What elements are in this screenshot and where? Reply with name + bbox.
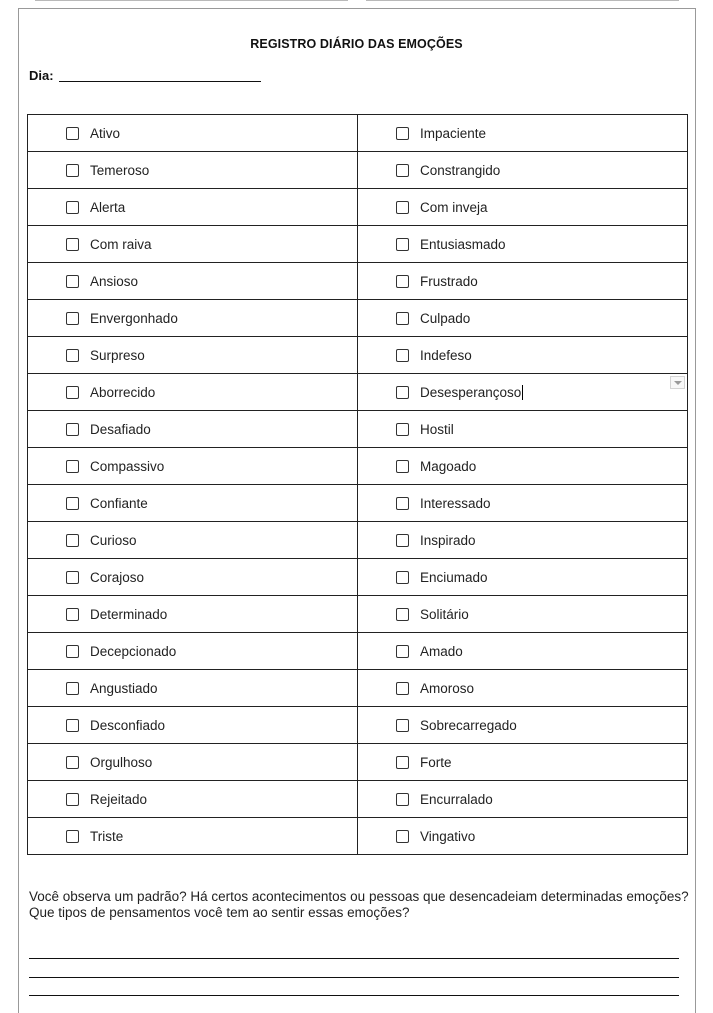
emotion-cell: [358, 818, 688, 855]
emotion-label: Ansioso: [90, 273, 139, 289]
emotion-checkbox[interactable]: [396, 238, 409, 251]
emotion-cell: [28, 189, 358, 226]
emotion-label: Desafiado: [90, 421, 151, 437]
dropdown-arrow-icon[interactable]: [670, 376, 685, 389]
emotion-option[interactable]: [358, 633, 687, 669]
emotion-cell: [28, 226, 358, 263]
emotion-checkbox[interactable]: [396, 645, 409, 658]
emotion-checkbox[interactable]: [396, 386, 409, 399]
emotion-label: Curioso: [90, 532, 137, 548]
emotion-label: Encurralado: [420, 791, 493, 807]
emotion-checkbox[interactable]: [66, 756, 79, 769]
emotion-cell: [358, 337, 688, 374]
emotion-option[interactable]: [358, 596, 687, 632]
emotion-option[interactable]: [28, 707, 357, 743]
emotion-checkbox[interactable]: [66, 349, 79, 362]
emotion-checkbox[interactable]: [396, 460, 409, 473]
emotion-option[interactable]: [28, 300, 357, 336]
question-line-2: Que tipos de pensamentos você tem ao sentir essas emoções?: [29, 905, 410, 920]
emotion-cell: [358, 670, 688, 707]
table-row: [28, 226, 688, 263]
emotion-option[interactable]: [28, 522, 357, 558]
emotion-cell: [358, 633, 688, 670]
table-row: [28, 559, 688, 596]
emotion-label: Aborrecido: [90, 384, 156, 400]
table-row: [28, 744, 688, 781]
emotion-label: Confiante: [90, 495, 148, 511]
emotion-label: Surpreso: [90, 347, 145, 363]
emotion-label: Enciumado: [420, 569, 488, 585]
emotion-cell: [358, 226, 688, 263]
emotion-cell: [358, 448, 688, 485]
emotion-label: Temeroso: [90, 162, 150, 178]
emotion-label: Hostil: [420, 421, 454, 437]
emotion-cell: [28, 522, 358, 559]
table-row: [28, 818, 688, 855]
table-row: [28, 374, 688, 411]
table-row: [28, 152, 688, 189]
emotion-checkbox[interactable]: [66, 127, 79, 140]
table-row: [28, 263, 688, 300]
emotion-option[interactable]: [28, 781, 357, 817]
emotion-cell: [358, 263, 688, 300]
emotion-label: Magoado: [420, 458, 477, 474]
emotion-label: Sobrecarregado: [420, 717, 517, 733]
emotion-option[interactable]: [358, 559, 687, 595]
emotion-option[interactable]: [358, 818, 687, 854]
emotion-label: Desconfiado: [90, 717, 166, 733]
emotion-label: Inspirado: [420, 532, 476, 548]
emotions-table: [27, 114, 688, 855]
table-row: [28, 337, 688, 374]
emotion-label: Orgulhoso: [90, 754, 153, 770]
emotion-option[interactable]: [28, 633, 357, 669]
emotion-option[interactable]: [358, 226, 687, 262]
emotion-option[interactable]: [28, 115, 357, 151]
date-label: Dia:: [29, 68, 54, 83]
emotion-cell: [358, 189, 688, 226]
emotion-checkbox[interactable]: [66, 645, 79, 658]
emotion-cell: [28, 744, 358, 781]
emotion-cell: [28, 448, 358, 485]
emotion-cell: [28, 670, 358, 707]
emotion-checkbox[interactable]: [66, 386, 79, 399]
emotion-option[interactable]: [358, 522, 687, 558]
emotion-label: Com inveja: [420, 199, 488, 215]
table-row: [28, 115, 688, 152]
emotion-cell: [28, 263, 358, 300]
emotion-checkbox[interactable]: [396, 312, 409, 325]
emotion-cell: [28, 559, 358, 596]
table-row: [28, 707, 688, 744]
emotion-label: Determinado: [90, 606, 168, 622]
emotion-cell: [358, 781, 688, 818]
emotion-checkbox[interactable]: [66, 534, 79, 547]
emotion-checkbox[interactable]: [66, 423, 79, 436]
emotion-checkbox[interactable]: [66, 312, 79, 325]
table-row: [28, 596, 688, 633]
answer-line[interactable]: [29, 958, 679, 959]
page-title: REGISTRO DIÁRIO DAS EMOÇÕES: [250, 37, 463, 51]
emotion-label: Ativo: [90, 125, 121, 141]
emotion-checkbox[interactable]: [396, 682, 409, 695]
emotion-label: Compassivo: [90, 458, 165, 474]
emotion-cell: [28, 707, 358, 744]
answer-line[interactable]: [29, 977, 679, 978]
emotion-option[interactable]: [358, 744, 687, 780]
emotion-checkbox[interactable]: [396, 275, 409, 288]
emotion-checkbox[interactable]: [396, 793, 409, 806]
table-row: [28, 522, 688, 559]
emotion-cell: [28, 633, 358, 670]
table-row: [28, 670, 688, 707]
emotion-option[interactable]: [28, 818, 357, 854]
emotion-option[interactable]: [28, 337, 357, 373]
emotion-cell: [358, 115, 688, 152]
answer-line[interactable]: [29, 995, 679, 996]
emotion-cell: [28, 781, 358, 818]
emotion-option[interactable]: [358, 300, 687, 336]
emotion-label: Vingativo: [420, 828, 476, 844]
emotion-option[interactable]: [28, 189, 357, 225]
date-field: [29, 68, 261, 83]
emotion-option[interactable]: [28, 263, 357, 299]
emotion-checkbox[interactable]: [396, 164, 409, 177]
question-line-1: Você observa um padrão? Há certos acontecimentos ou pessoas que desencadeiam determinadas emoções?: [29, 889, 689, 904]
emotion-option[interactable]: [358, 374, 687, 410]
emotion-option[interactable]: [358, 115, 687, 151]
table-row: [28, 300, 688, 337]
emotion-cell: [358, 485, 688, 522]
emotion-checkbox[interactable]: [396, 534, 409, 547]
emotion-cell: [358, 522, 688, 559]
emotion-checkbox[interactable]: [396, 423, 409, 436]
emotion-checkbox[interactable]: [66, 275, 79, 288]
emotion-label: Triste: [90, 828, 124, 844]
emotion-option[interactable]: [358, 189, 687, 225]
table-row: [28, 189, 688, 226]
emotion-label: Culpado: [420, 310, 471, 326]
emotion-option[interactable]: [358, 448, 687, 484]
emotion-cell: [28, 374, 358, 411]
emotion-option[interactable]: [358, 337, 687, 373]
emotion-label: Interessado: [420, 495, 491, 511]
emotion-label: Angustiado: [90, 680, 158, 696]
emotion-option[interactable]: [28, 485, 357, 521]
emotion-label: Com raiva: [90, 236, 152, 252]
emotion-label: Forte: [420, 754, 452, 770]
reflection-question: [29, 889, 699, 921]
emotion-checkbox[interactable]: [396, 608, 409, 621]
date-input-line[interactable]: [59, 69, 261, 82]
emotion-label: Amado: [420, 643, 463, 659]
emotion-cell: [28, 596, 358, 633]
top-rule-right: [366, 0, 679, 1]
emotion-label: Corajoso: [90, 569, 145, 585]
emotion-option[interactable]: [28, 559, 357, 595]
emotion-cell: [358, 559, 688, 596]
emotion-checkbox[interactable]: [396, 497, 409, 510]
emotion-label: Frustrado: [420, 273, 478, 289]
emotion-option[interactable]: [28, 596, 357, 632]
table-row: [28, 411, 688, 448]
emotion-checkbox[interactable]: [66, 497, 79, 510]
emotion-option[interactable]: [358, 152, 687, 188]
emotion-option[interactable]: [358, 707, 687, 743]
emotion-label: Constrangido: [420, 162, 501, 178]
emotion-cell: [28, 152, 358, 189]
emotion-checkbox[interactable]: [396, 127, 409, 140]
emotion-cell: [358, 300, 688, 337]
emotion-option[interactable]: [28, 670, 357, 706]
text-cursor: [522, 385, 523, 400]
emotion-cell: [358, 596, 688, 633]
top-rule-left: [35, 0, 348, 1]
emotion-label: Solitário: [420, 606, 469, 622]
emotion-cell: [28, 115, 358, 152]
emotion-cell: [358, 744, 688, 781]
emotion-checkbox[interactable]: [66, 719, 79, 732]
emotion-cell: [358, 152, 688, 189]
emotion-cell: [358, 411, 688, 448]
emotion-checkbox[interactable]: [66, 164, 79, 177]
emotion-option[interactable]: [358, 781, 687, 817]
emotion-checkbox[interactable]: [396, 201, 409, 214]
emotion-option[interactable]: [358, 411, 687, 447]
emotion-cell: [358, 707, 688, 744]
emotion-cell: [28, 818, 358, 855]
table-row: [28, 485, 688, 522]
emotion-option[interactable]: [28, 411, 357, 447]
emotion-cell: [28, 337, 358, 374]
emotion-option[interactable]: [358, 263, 687, 299]
emotion-cell: [28, 485, 358, 522]
emotion-checkbox[interactable]: [396, 719, 409, 732]
table-row: [28, 448, 688, 485]
emotion-option[interactable]: [358, 485, 687, 521]
emotion-option[interactable]: [28, 152, 357, 188]
emotion-checkbox[interactable]: [396, 830, 409, 843]
emotion-option[interactable]: [28, 744, 357, 780]
emotion-label: Amoroso: [420, 680, 475, 696]
emotion-checkbox[interactable]: [66, 793, 79, 806]
emotion-label: Envergonhado: [90, 310, 178, 326]
emotion-checkbox[interactable]: [396, 756, 409, 769]
emotion-label: Impaciente: [420, 125, 487, 141]
emotion-label: Entusiasmado: [420, 236, 506, 252]
table-row: [28, 781, 688, 818]
emotion-checkbox[interactable]: [66, 682, 79, 695]
emotion-option[interactable]: [28, 374, 357, 410]
emotion-option[interactable]: [358, 670, 687, 706]
emotion-checkbox[interactable]: [66, 608, 79, 621]
emotion-cell: [358, 374, 688, 411]
emotion-checkbox[interactable]: [66, 830, 79, 843]
emotion-option[interactable]: [28, 226, 357, 262]
emotion-checkbox[interactable]: [66, 238, 79, 251]
emotion-label: Indefeso: [420, 347, 472, 363]
emotion-checkbox[interactable]: [66, 201, 79, 214]
emotion-cell: [28, 411, 358, 448]
emotion-checkbox[interactable]: [396, 571, 409, 584]
emotion-checkbox[interactable]: [66, 460, 79, 473]
emotion-label: Decepcionado: [90, 643, 177, 659]
emotion-checkbox[interactable]: [66, 571, 79, 584]
emotion-cell: [28, 300, 358, 337]
emotion-label: Alerta: [90, 199, 126, 215]
emotion-option[interactable]: [28, 448, 357, 484]
emotion-label: Rejeitado: [90, 791, 148, 807]
table-row: [28, 633, 688, 670]
emotion-label: Desesperançoso: [420, 384, 522, 400]
emotion-checkbox[interactable]: [396, 349, 409, 362]
